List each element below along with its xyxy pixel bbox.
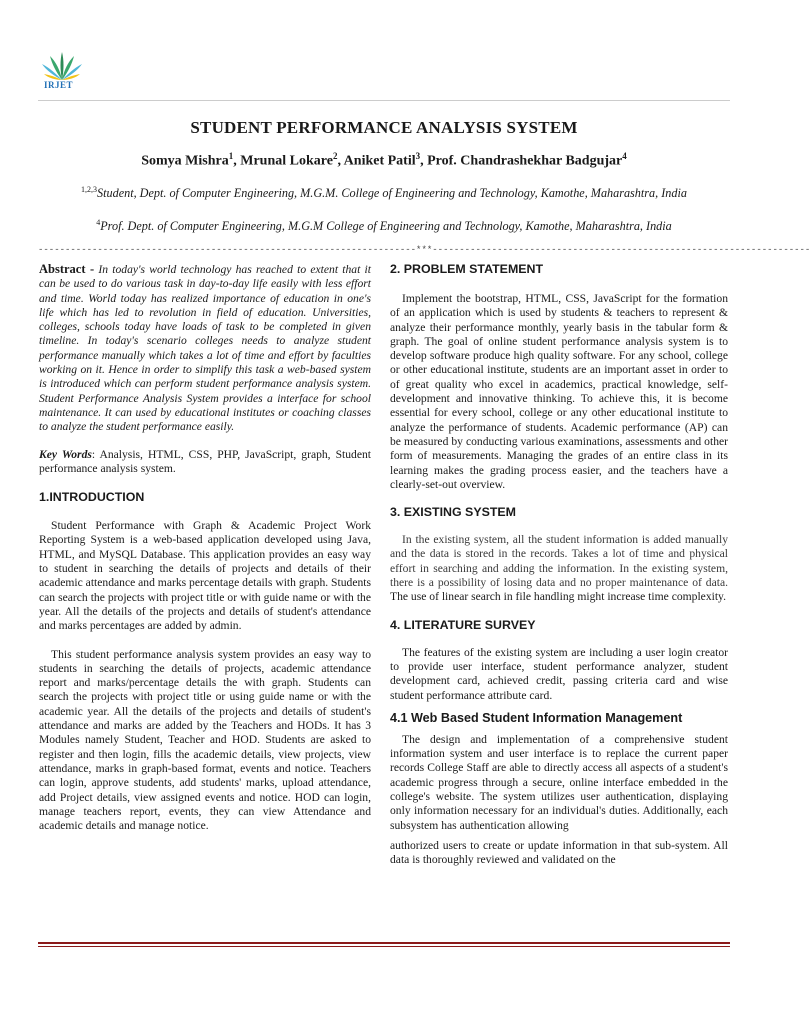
keywords-text: : Analysis, HTML, CSS, PHP, JavaScript, graph, Student performance analysis system. [39, 447, 372, 475]
left-column [39, 262, 371, 833]
affiliation-students: $^{1,2,3}$Student, Dept. of Computer Engineering, M.G.M. College of Engineering and Technology, Kamothe, Maharashtra, India [81, 185, 687, 201]
keywords-label: Key Words [39, 447, 92, 461]
introduction-paragraph-2: This student performance analysis system provides an easy way to students in searching the details of projects, academic attendance report and marks/percentage details the with graph. Students can search the projects with project title or using guide name or with the academic year. All the details of the projects and details of student's attendance and marks are added by the Teachers and HODs. It has 3 Modules namely Student, Teacher and HOD. Students are asked to register and then login, fills the academic details, view projects, view attendance, marks in graph-based format, events and notice. Teachers can login, approve students, add students' marks, upload attendance, add Project details, view assigned events and notice. HOD can login, manage teachers report, events, they can view Attendance and academic details and manage notice. [39, 647, 371, 833]
abstract [39, 262, 371, 435]
header-divider [38, 100, 730, 101]
paper-title: STUDENT PERFORMANCE ANALYSIS SYSTEM [190, 118, 578, 137]
web-based-text-continued: authorized users to create or update information in that sub-system. All data is thoroughly reviewed and validated on the [390, 838, 728, 867]
web-based-text: The design and implementation of a comprehensive student information system and user interface is to replace the current paper records College Staff are able to directly access all aspects of a student's academic progress through a secure, online interface embedded in the college's website. The system utilizes user authentication, displaying only information necessary for an individual's duties. Additionally, each subsystem has authentication allowing [390, 732, 728, 832]
web-based-text-continued-clip [390, 839, 728, 868]
right-column [390, 262, 728, 868]
author-name: Mrunal Lokare [240, 153, 333, 169]
literature-survey-heading: 4. LITERATURE SURVEY [390, 617, 536, 632]
existing-system-heading: 3. EXISTING SYSTEM [390, 505, 516, 520]
abstract-text: In today's world technology has reached to extent that it can be used to do various task in day-to-day life easily with less effort and time. World today has realized importance of education in one's life which has led to revolution in field of education. Universities, colleges, schools today have loads of task to be completed in given timeline. In today's scenario colleges needs to analyze student performance manually which takes a lot of time and effort by faculties working on it. Hence in order to simplify this task a web-based system is introduced which can perform student performance analysis system. Student Performance Analysis System provides a interface for school maintenance. It can used by educational institutes or coaching classes to analyze the student performance easily. [39, 263, 371, 434]
web-based-heading: 4.1 Web Based Student Information Management [390, 710, 683, 725]
logo-text: IRJET [44, 80, 74, 90]
author-list: Somya Mishra$^1$, Mrunal Lokare$^2$, Aniket Patil$^3$, Prof. Chandrashekhar Badgujar$^4$ [141, 151, 627, 169]
footer-rule-thin [38, 946, 730, 947]
existing-system-text: In the existing system, all the student information is added manually and the data is stored in the records. Takes a lot of time and physical effort in searching and adding the information. In the existing system, there is a possibility of losing data and no proper maintenance of data. The use of linear search in file handling might increase time complexity. [390, 533, 728, 604]
problem-statement-heading: 2. PROBLEM STATEMENT [390, 262, 544, 276]
introduction-paragraph-1: Student Performance with Graph & Academic Project Work Reporting System is a web-based application developed using Java, HTML, and MySQL Database. This application provides an easy way to student in searching the details of projects and details of their academic attendance and marks percentage details with graph. Students can search the projects with project title or with guide name or with the year. All the details of the projects and details of student's attendance and marks percentages are added by admin. [39, 519, 371, 633]
keywords [39, 448, 371, 477]
section-separator: ----------------------------------------------------------------------***---------------------------------------------------------------------- [38, 245, 810, 255]
abstract-label: Abstract - [39, 262, 95, 276]
footer-rule [38, 942, 730, 944]
introduction-heading: 1.INTRODUCTION [39, 490, 145, 505]
author-name: Prof. Chandrashekhar Badgujar [427, 153, 623, 169]
affiliation-professor: $^4$Prof. Dept. of Computer Engineering, M.G.M College of Engineering and Technology, Kamothe, Maharashtra, India [96, 218, 672, 234]
literature-survey-text: The features of the existing system are including a user login creator to provide user interface, student performance analyzer, student development card, achieved credit, passing criteria card and wise student performance attribute card. [390, 645, 728, 702]
author-name: Aniket Patil [343, 153, 416, 169]
problem-statement-text: Implement the bootstrap, HTML, CSS, JavaScript for the formation of an application which is used by students & teachers to represent & analyze their performance monthly, yearly basis in the tabular form & graph. The goal of online student performance analysis system is to develop software produce high quality software. For any school, college or other educational institute, students are an important asset in order to of great quality who excel in academics, practical knowledge, self-development and innovative thinking. To achieve this, it is become essential for every school, college or any other educational institute to analyze the performance of students. Academic performance (AP) can be measured by conducting various examinations, assessments and other form of measurements. Managing the grades of an entire class in its learning makes the grading process easier, and the teachers have a clearly-set-out overview. [390, 292, 728, 491]
author-name: Somya Mishra [141, 153, 229, 169]
